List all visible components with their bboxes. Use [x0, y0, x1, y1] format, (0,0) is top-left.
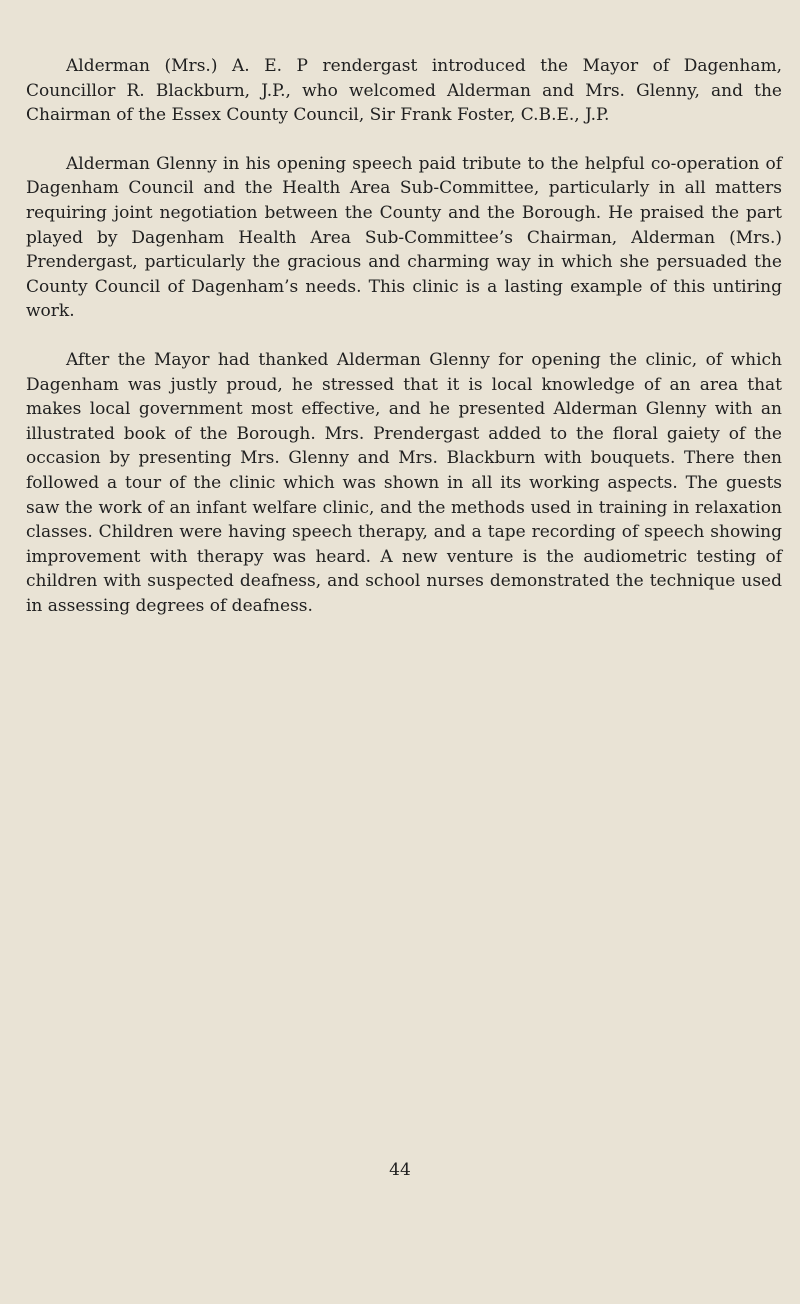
paragraph-introduction: Alderman (Mrs.) A. E. P rendergast introduced the Mayor of Dagenham, Councillor R. Blackburn, J.P., who welcomed Alderman and Mrs. Glenny, and the Chairman of the Essex County Council, Sir Frank Foster, C.B.E., J.P.: [26, 56, 782, 126]
page-number: 44: [389, 1160, 411, 1180]
paragraph-clinic-tour: After the Mayor had thanked Alderman Glenny for opening the clinic, of which Dagenham was justly proud, he stressed that it is local knowledge of an area that makes local government most effective, and he presented Alderman Glenny with an illustrated book of the Borough. Mrs. Prendergast added to the floral gaiety of the occasion by presenting Mrs. Glenny and Mrs. Blackburn with bouquets. There then followed a tour of the clinic which was shown in all its working aspects. The guests saw the work of an infant welfare clinic, and the methods used in training in relaxation classes. Children were having speech therapy, and a tape recording of speech showing improvement with therapy was heard. A new venture is the audiometric testing of children with suspected deafness, and school nurses demonstrated the technique used in assessing degrees of deafness.: [26, 349, 782, 616]
body-text: [26, 54, 782, 642]
paragraph-opening-speech: Alderman Glenny in his opening speech paid tribute to the helpful co-operation of Dagenham Council and the Health Area Sub-Committee, particularly in all matters requiring joint negotiation between the County and the Borough. He praised the part played by Dagenham Health Area Sub-Committee’s Chairman, Alderman (Mrs.) Prendergast, particularly the gracious and charming way in which she persuaded the County Council of Dagenham’s needs. This clinic is a lasting example of this untiring work.: [26, 153, 782, 322]
